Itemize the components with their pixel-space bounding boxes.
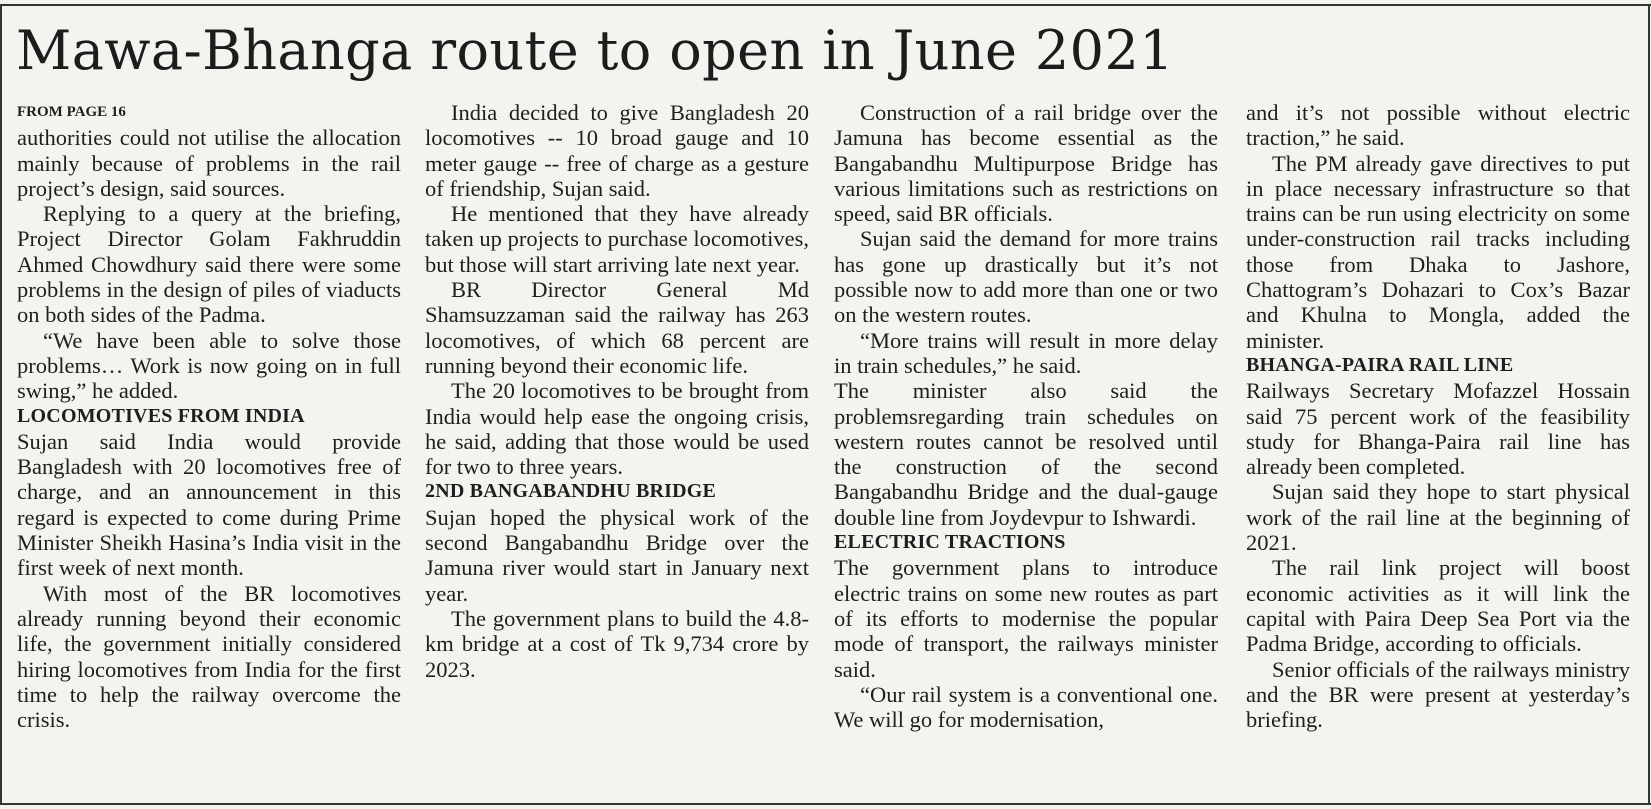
bottom-rule bbox=[0, 803, 1651, 805]
paragraph: and it’s not possible without electric traction,” he said. bbox=[1246, 100, 1630, 151]
paragraph: Sujan hoped the physical work of the second Bangabandhu Bridge over the Jamuna river would start in January next year. bbox=[425, 504, 809, 606]
right-rule bbox=[1648, 4, 1650, 804]
subheading: LOCOMOTIVES FROM INDIA bbox=[17, 404, 305, 427]
subheading: ELECTRIC TRACTIONS bbox=[834, 531, 1066, 554]
paragraph: The rail link project will boost economic activities as it will link the capital with Paira Deep Sea Port via the Padma Bridge, according to officials. bbox=[1246, 555, 1630, 657]
headline: Mawa-Bhanga route to open in June 2021 bbox=[16, 19, 1174, 82]
paragraph: The 20 locomotives to be brought from India would help ease the ongoing crisis, he said, adding that those would be used for two to three years. bbox=[425, 378, 809, 480]
paragraph: Construction of a rail bridge over the Jamuna has become essential as the Bangabandhu Multipurpose Bridge has various limitations such as restrictions on speed, said BR officials. bbox=[834, 100, 1218, 227]
article-column-1 bbox=[17, 100, 401, 732]
subheading: BHANGA-PAIRA RAIL LINE bbox=[1246, 353, 1514, 376]
article-column-3 bbox=[834, 100, 1218, 732]
subheading: 2ND BANGABANDHU BRIDGE bbox=[425, 480, 717, 503]
top-rule bbox=[0, 4, 1651, 6]
paragraph: BR Director General Md Shamsuzzaman said the railway has 263 locomotives, of which 68 percent are running beyond their economic life. bbox=[425, 277, 809, 378]
paragraph: Senior officials of the railways ministry and the BR were present at yesterday’s briefing. bbox=[1246, 656, 1630, 733]
article-column-4 bbox=[1246, 100, 1630, 732]
paragraph: Railways Secretary Mofazzel Hossain said 75 percent work of the feasibility study for Bhanga-Paira rail line has already been completed. bbox=[1246, 378, 1630, 480]
paragraph: authorities could not utilise the allocation mainly because of problems in the rail project’s design, said sources. bbox=[17, 125, 401, 201]
paragraph: India decided to give Bangladesh 20 locomotives -- 10 broad gauge and 10 meter gauge -- free of charge as a gesture of friendship, Sujan said. bbox=[425, 100, 809, 201]
paragraph: Sujan said India would provide Bangladesh with 20 locomotives free of charge, and an announcement in this regard is expected to come during Prime Minister Sheikh Hasina’s India visit in the first week of next month. bbox=[17, 428, 401, 581]
jump-line: FROM PAGE 16 bbox=[17, 104, 126, 120]
paragraph: “More trains will result in more delay in train schedules,” he said. bbox=[834, 327, 1218, 378]
paragraph: “We have been able to solve those problems… Work is now going on in full swing,” he added. bbox=[17, 327, 401, 404]
paragraph: The government plans to introduce electric trains on some new routes as part of its efforts to modernise the popular mode of transport, the railways minister said. bbox=[834, 555, 1218, 682]
paragraph: With most of the BR locomotives already running beyond their economic life, the government initially considered hiring locomotives from India for the first time to help the railway overcome the crisis. bbox=[17, 580, 401, 733]
paragraph: The government plans to build the 4.8-km bridge at a cost of Tk 9,734 crore by 2023. bbox=[425, 605, 809, 682]
paragraph: “Our rail system is a conventional one. We will go for modernisation, bbox=[834, 681, 1218, 733]
article-column-2 bbox=[425, 100, 809, 682]
paragraph: Sujan said the demand for more trains has gone up drastically but it’s not possible now to add more than one or two on the western routes. bbox=[834, 226, 1218, 328]
paragraph: Sujan said they hope to start physical work of the rail line at the beginning of 2021. bbox=[1246, 479, 1630, 556]
paragraph: The PM already gave directives to put in place necessary infrastructure so that trains can be run using electricity on some under-construction rail tracks including those from Dhaka to Jashore, Chattogram’s Dohazari to Cox’s Bazar and Khulna to Mongla, added the minister. bbox=[1246, 150, 1630, 353]
paragraph: The minister also said the problemsregarding train schedules on western routes cannot be resolved until the construction of the second Bangabandhu Bridge and the dual-gauge double line from Joydevpur to Ishwardi. bbox=[834, 378, 1218, 530]
left-rule bbox=[0, 4, 2, 804]
paragraph: He mentioned that they have already taken up projects to purchase locomotives, but those will start arriving late next year. bbox=[425, 201, 809, 277]
paragraph: Replying to a query at the briefing, Project Director Golam Fakhruddin Ahmed Chowdhury said there were some problems in the design of piles of viaducts on both sides of the Padma. bbox=[17, 201, 401, 328]
